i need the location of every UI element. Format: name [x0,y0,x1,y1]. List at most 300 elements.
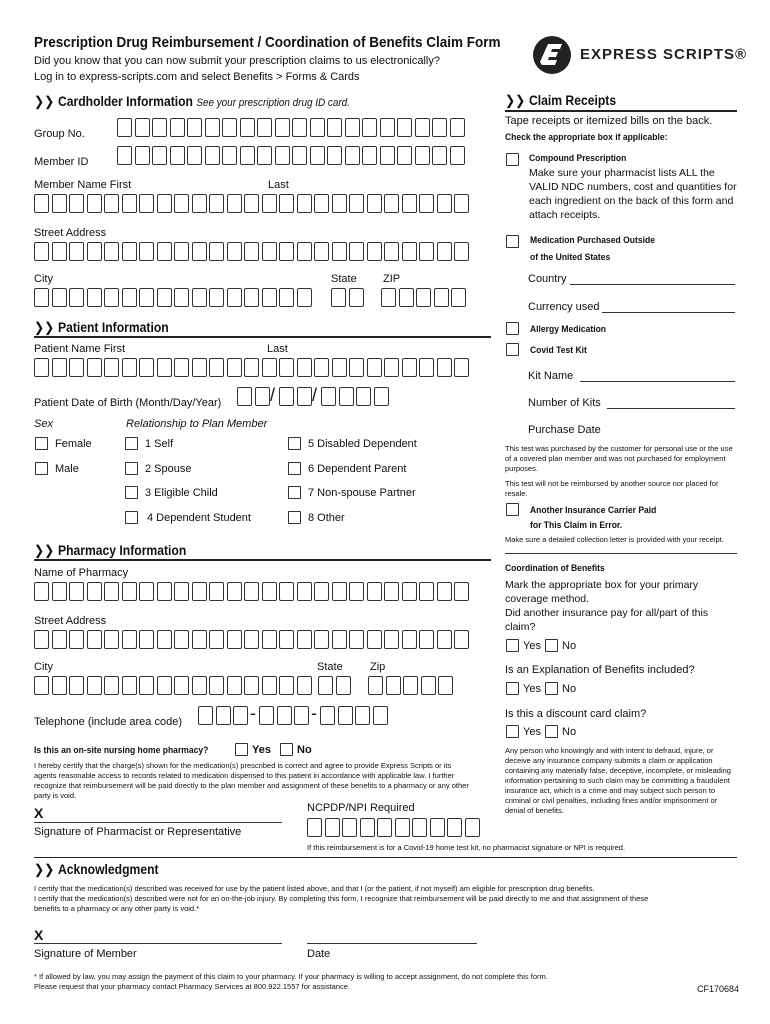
member-state-field[interactable] [331,288,366,307]
char-box[interactable] [454,630,469,649]
char-box[interactable] [397,118,412,137]
char-box[interactable] [331,288,346,307]
char-box[interactable] [447,818,462,837]
rel-other-label: 8 Other [308,512,345,524]
char-box[interactable] [52,242,67,261]
char-box[interactable] [402,582,417,601]
char-box[interactable] [367,358,382,377]
char-box[interactable] [222,118,237,137]
char-box[interactable] [438,676,453,695]
char-box[interactable] [419,358,434,377]
phone-line-field[interactable] [320,706,390,725]
char-box[interactable] [205,118,220,137]
char-box[interactable] [157,630,172,649]
char-box[interactable] [209,676,224,695]
char-box[interactable] [187,118,202,137]
char-box[interactable] [205,146,220,165]
char-box[interactable] [416,288,431,307]
char-box[interactable] [297,387,312,406]
char-box[interactable] [386,676,401,695]
char-box[interactable] [122,288,137,307]
char-box[interactable] [122,194,137,213]
char-box[interactable] [384,242,399,261]
char-box[interactable] [117,146,132,165]
char-box[interactable] [279,288,294,307]
char-box[interactable] [314,582,329,601]
rel-partner-checkbox[interactable] [288,486,301,499]
char-box[interactable] [87,630,102,649]
char-box[interactable] [34,194,49,213]
char-box[interactable] [297,288,312,307]
char-box[interactable] [34,582,49,601]
char-box[interactable] [139,358,154,377]
char-box[interactable] [318,676,333,695]
char-box[interactable] [342,818,357,837]
char-box[interactable] [434,288,449,307]
country-line[interactable] [570,284,735,285]
char-box[interactable] [279,387,294,406]
char-box[interactable] [275,146,290,165]
currency-line[interactable] [602,312,735,313]
char-box[interactable] [139,288,154,307]
char-box[interactable] [139,194,154,213]
pharmacy-city-field[interactable] [34,676,314,695]
char-box[interactable] [170,118,185,137]
char-box[interactable] [209,630,224,649]
char-box[interactable] [395,818,410,837]
char-box[interactable] [227,242,242,261]
char-box[interactable] [432,118,447,137]
char-box[interactable] [381,288,396,307]
char-box[interactable] [432,146,447,165]
dob-day-field[interactable] [279,387,314,406]
char-box[interactable] [332,194,347,213]
char-box[interactable] [402,630,417,649]
char-box[interactable] [421,676,436,695]
rel-child-checkbox[interactable] [125,486,138,499]
char-box[interactable] [451,288,466,307]
char-box[interactable] [402,358,417,377]
char-box[interactable] [297,630,312,649]
char-box[interactable] [227,194,242,213]
char-box[interactable] [297,676,312,695]
ack-line-1: I certify that the medication(s) described was received for use by the patient listed above, and that I (or the patient, if not myself) am eligible for prescription drug benefits. [34,884,595,893]
char-box[interactable] [327,118,342,137]
char-box[interactable] [419,630,434,649]
char-box[interactable] [244,242,259,261]
char-box[interactable] [314,358,329,377]
member-signature-line[interactable] [34,943,282,944]
rel-disabled-checkbox[interactable] [288,437,301,450]
char-box[interactable] [222,146,237,165]
char-box[interactable] [244,582,259,601]
char-box[interactable] [240,118,255,137]
char-box[interactable] [69,194,84,213]
char-box[interactable] [419,194,434,213]
char-box[interactable] [216,706,231,725]
char-box[interactable] [332,242,347,261]
char-box[interactable] [339,387,354,406]
char-box[interactable] [367,242,382,261]
char-box[interactable] [69,288,84,307]
char-box[interactable] [368,676,383,695]
discount-yes-checkbox[interactable] [506,725,519,738]
char-box[interactable] [314,194,329,213]
eob-yes-checkbox[interactable] [506,682,519,695]
char-box[interactable] [52,676,67,695]
char-box[interactable] [52,288,67,307]
phone-prefix-field[interactable] [259,706,312,725]
char-box[interactable] [397,146,412,165]
char-box[interactable] [192,358,207,377]
compound-checkbox[interactable] [506,153,519,166]
char-box[interactable] [262,242,277,261]
rel-spouse-checkbox[interactable] [125,462,138,475]
rel-parent-checkbox[interactable] [288,462,301,475]
char-box[interactable] [362,118,377,137]
char-box[interactable] [277,706,292,725]
char-box[interactable] [34,288,49,307]
char-box[interactable] [377,818,392,837]
char-box[interactable] [338,706,353,725]
char-box[interactable] [360,818,375,837]
pharmacy-divider [34,559,491,561]
char-box[interactable] [257,118,272,137]
char-box[interactable] [279,358,294,377]
char-box[interactable] [157,358,172,377]
char-box[interactable] [227,582,242,601]
kits-line[interactable] [607,408,735,409]
char-box[interactable] [139,582,154,601]
char-box[interactable] [209,194,224,213]
char-box[interactable] [152,146,167,165]
char-box[interactable] [192,194,207,213]
char-box[interactable] [69,358,84,377]
char-box[interactable] [279,242,294,261]
char-box[interactable] [294,706,309,725]
char-box[interactable] [355,706,370,725]
char-box[interactable] [69,242,84,261]
char-box[interactable] [349,630,364,649]
char-box[interactable] [192,582,207,601]
npi-field[interactable] [307,818,482,837]
char-box[interactable] [275,118,290,137]
char-box[interactable] [122,242,137,261]
char-box[interactable] [437,582,452,601]
char-box[interactable] [279,630,294,649]
char-box[interactable] [227,288,242,307]
char-box[interactable] [262,358,277,377]
char-box[interactable] [157,288,172,307]
char-box[interactable] [34,630,49,649]
char-box[interactable] [187,146,202,165]
char-box[interactable] [412,818,427,837]
phone-label: Telephone (include area code) [34,716,182,728]
char-box[interactable] [52,358,67,377]
char-box[interactable] [297,582,312,601]
char-box[interactable] [198,706,213,725]
char-box[interactable] [157,582,172,601]
check-box-instruction: Check the appropriate box if applicable: [505,132,668,143]
char-box[interactable] [327,146,342,165]
char-box[interactable] [227,676,242,695]
patient-name-field[interactable] [34,358,472,377]
char-box[interactable] [244,358,259,377]
char-box[interactable] [367,194,382,213]
char-box[interactable] [170,146,185,165]
char-box[interactable] [345,146,360,165]
char-box[interactable] [157,676,172,695]
char-box[interactable] [262,676,277,695]
char-box[interactable] [240,146,255,165]
char-box[interactable] [69,582,84,601]
char-box[interactable] [69,676,84,695]
char-box[interactable] [307,818,322,837]
char-box[interactable] [437,630,452,649]
member-id-field[interactable] [117,146,467,165]
nursing-no-checkbox[interactable] [280,743,293,756]
char-box[interactable] [257,146,272,165]
char-box[interactable] [262,288,277,307]
char-box[interactable] [321,387,336,406]
rel-other-checkbox[interactable] [288,511,301,524]
char-box[interactable] [52,630,67,649]
char-box[interactable] [310,146,325,165]
nursing-no-label: No [297,744,312,756]
another-pay-question: Did another insurance pay for all/part of this claim? [505,607,709,633]
char-box[interactable] [227,358,242,377]
char-box[interactable] [402,194,417,213]
char-box[interactable] [174,288,189,307]
date-line[interactable] [307,943,477,944]
member-zip-field[interactable] [381,288,469,307]
kit-name-line[interactable] [580,381,735,382]
char-box[interactable] [87,358,102,377]
char-box[interactable] [135,146,150,165]
char-box[interactable] [384,358,399,377]
char-box[interactable] [415,146,430,165]
char-box[interactable] [104,630,119,649]
member-street-field[interactable] [34,242,472,261]
rel-self-checkbox[interactable] [125,437,138,450]
nursing-yes-checkbox[interactable] [235,743,248,756]
char-box[interactable] [157,242,172,261]
char-box[interactable] [402,242,417,261]
char-box[interactable] [87,242,102,261]
char-box[interactable] [244,676,259,695]
char-box[interactable] [192,288,207,307]
char-box[interactable] [262,630,277,649]
char-box[interactable] [349,194,364,213]
char-box[interactable] [332,630,347,649]
member-name-field[interactable] [34,194,472,213]
char-box[interactable] [349,288,364,307]
char-box[interactable] [244,630,259,649]
char-box[interactable] [437,194,452,213]
char-box[interactable] [384,582,399,601]
char-box[interactable] [332,358,347,377]
char-box[interactable] [104,358,119,377]
char-box[interactable] [104,676,119,695]
char-box[interactable] [384,630,399,649]
char-box[interactable] [259,706,274,725]
char-box[interactable] [192,630,207,649]
char-box[interactable] [262,582,277,601]
char-box[interactable] [122,358,137,377]
char-box[interactable] [292,118,307,137]
char-box[interactable] [367,582,382,601]
char-box[interactable] [87,676,102,695]
char-box[interactable] [430,818,445,837]
char-box[interactable] [419,582,434,601]
char-box[interactable] [450,146,465,165]
allergy-checkbox[interactable] [506,322,519,335]
char-box[interactable] [139,630,154,649]
char-box[interactable] [279,582,294,601]
another-pay-no-checkbox[interactable] [545,639,558,652]
char-box[interactable] [192,242,207,261]
pharmacy-street-field[interactable] [34,630,472,649]
char-box[interactable] [104,288,119,307]
char-box[interactable] [69,630,84,649]
char-box[interactable] [87,288,102,307]
char-box[interactable] [117,118,132,137]
char-box[interactable] [104,194,119,213]
dob-year-field[interactable] [321,387,391,406]
char-box[interactable] [325,818,340,837]
char-box[interactable] [279,676,294,695]
char-box[interactable] [122,582,137,601]
char-box[interactable] [174,358,189,377]
eob-no-checkbox[interactable] [545,682,558,695]
char-box[interactable] [34,676,49,695]
char-box[interactable] [373,706,388,725]
pharmacy-state-field[interactable] [318,676,353,695]
pharmacy-zip-field[interactable] [368,676,456,695]
outside-us-checkbox[interactable] [506,235,519,248]
char-box[interactable] [87,194,102,213]
char-box[interactable] [454,194,469,213]
male-checkbox[interactable] [35,462,48,475]
char-box[interactable] [297,194,312,213]
dob-month-field[interactable] [237,387,272,406]
char-box[interactable] [454,358,469,377]
char-box[interactable] [139,676,154,695]
char-box[interactable] [415,118,430,137]
rel-student-checkbox[interactable] [125,511,138,524]
char-box[interactable] [279,194,294,213]
char-box[interactable] [332,582,347,601]
pharmacy-name-label: Name of Pharmacy [34,567,129,579]
char-box[interactable] [310,118,325,137]
char-box[interactable] [297,242,312,261]
char-box[interactable] [104,242,119,261]
char-box[interactable] [454,582,469,601]
char-box[interactable] [437,242,452,261]
char-box[interactable] [174,194,189,213]
char-box[interactable] [349,582,364,601]
char-box[interactable] [399,288,414,307]
char-box[interactable] [52,582,67,601]
char-box[interactable] [209,242,224,261]
char-box[interactable] [174,676,189,695]
char-box[interactable] [419,242,434,261]
char-box[interactable] [349,242,364,261]
char-box[interactable] [255,387,270,406]
char-box[interactable] [157,194,172,213]
char-box[interactable] [174,582,189,601]
char-box[interactable] [174,242,189,261]
char-box[interactable] [465,818,480,837]
char-box[interactable] [87,582,102,601]
char-box[interactable] [403,676,418,695]
char-box[interactable] [384,194,399,213]
char-box[interactable] [454,242,469,261]
another-pay-yes-checkbox[interactable] [506,639,519,652]
phone-area-field[interactable] [198,706,251,725]
char-box[interactable] [122,676,137,695]
covid-checkbox[interactable] [506,343,519,356]
char-box[interactable] [292,146,307,165]
char-box[interactable] [244,194,259,213]
char-box[interactable] [209,288,224,307]
char-box[interactable] [139,242,154,261]
char-box[interactable] [345,118,360,137]
outside-us-label-2: of the United States [530,252,611,263]
express-scripts-logo [530,34,748,76]
char-box[interactable] [356,387,371,406]
char-box[interactable] [297,358,312,377]
char-box[interactable] [34,358,49,377]
char-box[interactable] [192,676,207,695]
another-carrier-checkbox[interactable] [506,503,519,516]
char-box[interactable] [227,630,242,649]
char-box[interactable] [437,358,452,377]
char-box[interactable] [336,676,351,695]
char-box[interactable] [233,706,248,725]
female-checkbox[interactable] [35,437,48,450]
char-box[interactable] [262,194,277,213]
ack-heading: ❯❯ Acknowledgment [34,862,159,877]
char-box[interactable] [135,118,150,137]
char-box[interactable] [244,288,259,307]
char-box[interactable] [52,194,67,213]
group-no-field[interactable] [117,118,467,137]
char-box[interactable] [104,582,119,601]
char-box[interactable] [209,358,224,377]
pharmacist-signature-line[interactable] [34,822,282,823]
char-box[interactable] [349,358,364,377]
member-city-field[interactable] [34,288,314,307]
char-box[interactable] [174,630,189,649]
char-box[interactable] [237,387,252,406]
char-box[interactable] [380,146,395,165]
char-box[interactable] [314,630,329,649]
char-box[interactable] [450,118,465,137]
char-box[interactable] [367,630,382,649]
char-box[interactable] [34,242,49,261]
char-box[interactable] [374,387,389,406]
char-box[interactable] [152,118,167,137]
char-box[interactable] [314,242,329,261]
char-box[interactable] [209,582,224,601]
char-box[interactable] [320,706,335,725]
char-box[interactable] [122,630,137,649]
pharmacy-name-field[interactable] [34,582,472,601]
char-box[interactable] [362,146,377,165]
discount-no-checkbox[interactable] [545,725,558,738]
char-box[interactable] [380,118,395,137]
